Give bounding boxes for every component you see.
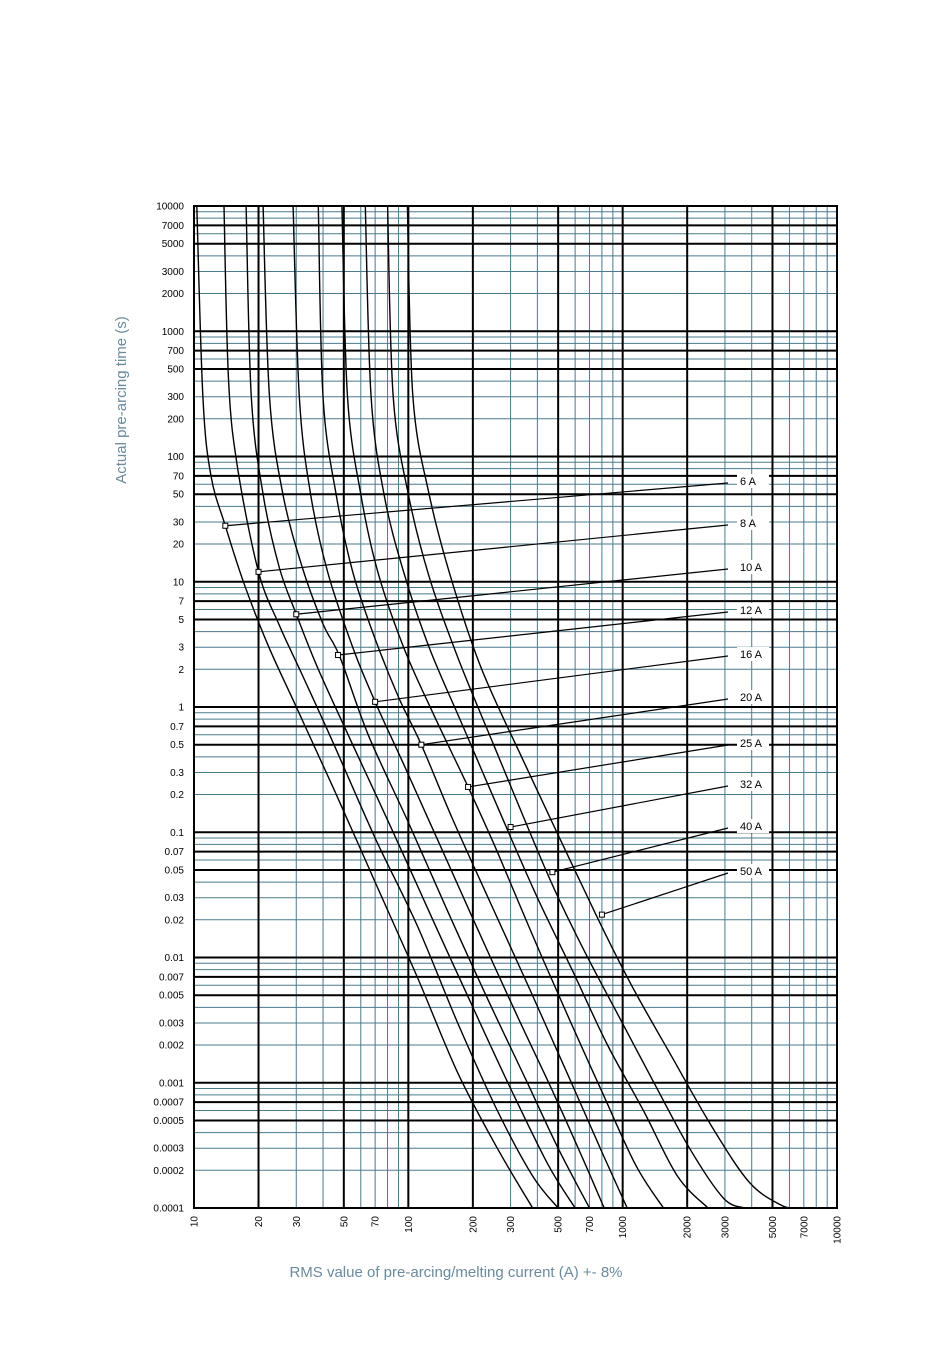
callout-label: 6 A — [740, 476, 756, 488]
y-tick-label: 1000 — [161, 326, 184, 338]
x-tick-labels — [190, 1216, 844, 1244]
y-tick-label: 2000 — [161, 289, 184, 301]
y-tick-label: 10000 — [156, 201, 184, 213]
callout-marker — [466, 784, 471, 789]
x-tick-label: 3000 — [720, 1216, 732, 1239]
callout-label: 16 A — [740, 649, 763, 661]
y-tick-label: 0.002 — [158, 1040, 184, 1052]
y-tick-label: 0.02 — [164, 915, 184, 927]
y-tick-label: 0.001 — [158, 1078, 184, 1090]
y-tick-label: 700 — [167, 346, 184, 358]
y-tick-label: 0.01 — [164, 953, 184, 964]
callout-label: 12 A — [740, 605, 763, 617]
callout-label: 20 A — [740, 692, 763, 704]
y-tick-label: 7000 — [161, 220, 184, 232]
x-tick-label: 700 — [584, 1216, 596, 1233]
callout-marker — [599, 912, 604, 917]
y-tick-label: 0.0001 — [153, 1203, 184, 1215]
callout-label: 40 A — [740, 821, 763, 833]
callout-label: 50 A — [740, 866, 763, 878]
y-tick-label: 50 — [172, 489, 184, 501]
y-tick-label: 0.0002 — [153, 1165, 184, 1177]
y-tick-label: 0.05 — [164, 865, 184, 877]
y-tick-label: 0.3 — [170, 767, 184, 779]
y-axis-label: Actual pre-arcing time (s) — [113, 316, 130, 484]
y-tick-label: 200 — [167, 414, 184, 426]
x-tick-label: 20 — [254, 1216, 266, 1228]
y-tick-label: 300 — [167, 392, 184, 404]
y-tick-label: 0.0003 — [153, 1143, 184, 1155]
x-tick-label: 300 — [506, 1216, 518, 1233]
x-tick-label: 50 — [339, 1216, 351, 1228]
y-tick-label: 0.003 — [158, 1018, 184, 1030]
y-tick-label: 0.0005 — [153, 1115, 184, 1127]
x-tick-label: 2000 — [682, 1216, 694, 1239]
callout-marker — [373, 699, 378, 704]
callout-marker — [256, 569, 261, 574]
x-axis-label: RMS value of pre-arcing/melting current (A) +- 8% — [289, 1264, 623, 1281]
callout-label: 8 A — [740, 518, 756, 530]
x-tick-label: 5000 — [767, 1216, 779, 1239]
y-tick-label: 0.0007 — [153, 1097, 184, 1109]
y-tick-label: 3000 — [161, 266, 184, 278]
y-tick-label: 7 — [178, 596, 184, 608]
callout-label: 25 A — [740, 738, 763, 750]
callout-label: 10 A — [740, 562, 763, 574]
x-tick-label: 100 — [403, 1216, 415, 1233]
callout-marker — [223, 523, 228, 528]
callout-marker — [550, 870, 555, 875]
x-tick-label: 10000 — [832, 1216, 844, 1244]
y-tick-label: 1 — [178, 702, 184, 714]
y-tick-label: 10 — [172, 577, 184, 589]
x-tick-label: 500 — [553, 1216, 565, 1233]
x-tick-label: 10 — [189, 1216, 201, 1228]
y-tick-label: 0.5 — [170, 740, 184, 752]
x-tick-label: 30 — [291, 1216, 303, 1228]
y-tick-label: 100 — [167, 452, 184, 463]
callout-label: 32 A — [740, 779, 763, 791]
y-tick-label: 30 — [172, 517, 184, 529]
y-tick-label: 0.2 — [170, 790, 184, 802]
y-tick-label: 20 — [172, 539, 184, 551]
y-tick-label: 500 — [167, 364, 184, 376]
y-tick-label: 0.007 — [158, 972, 184, 984]
x-tick-label: 7000 — [799, 1216, 811, 1239]
x-tick-label: 70 — [370, 1216, 382, 1228]
y-tick-labels — [153, 202, 184, 1215]
callout-marker — [336, 653, 341, 658]
x-tick-label: 200 — [468, 1216, 480, 1233]
y-tick-label: 3 — [178, 642, 184, 654]
y-tick-label: 5 — [178, 614, 184, 626]
callout-marker — [508, 825, 513, 830]
y-tick-label: 0.03 — [164, 893, 184, 905]
callout-marker — [419, 742, 424, 747]
y-tick-label: 2 — [178, 664, 184, 676]
y-tick-label: 0.1 — [170, 827, 184, 839]
y-tick-label: 0.005 — [158, 990, 184, 1002]
y-tick-label: 0.07 — [164, 847, 184, 859]
y-tick-label: 70 — [172, 471, 184, 483]
y-tick-label: 5000 — [161, 239, 184, 251]
y-tick-label: 0.7 — [170, 721, 184, 733]
x-tick-label: 1000 — [618, 1216, 630, 1239]
callout-marker — [294, 612, 299, 617]
